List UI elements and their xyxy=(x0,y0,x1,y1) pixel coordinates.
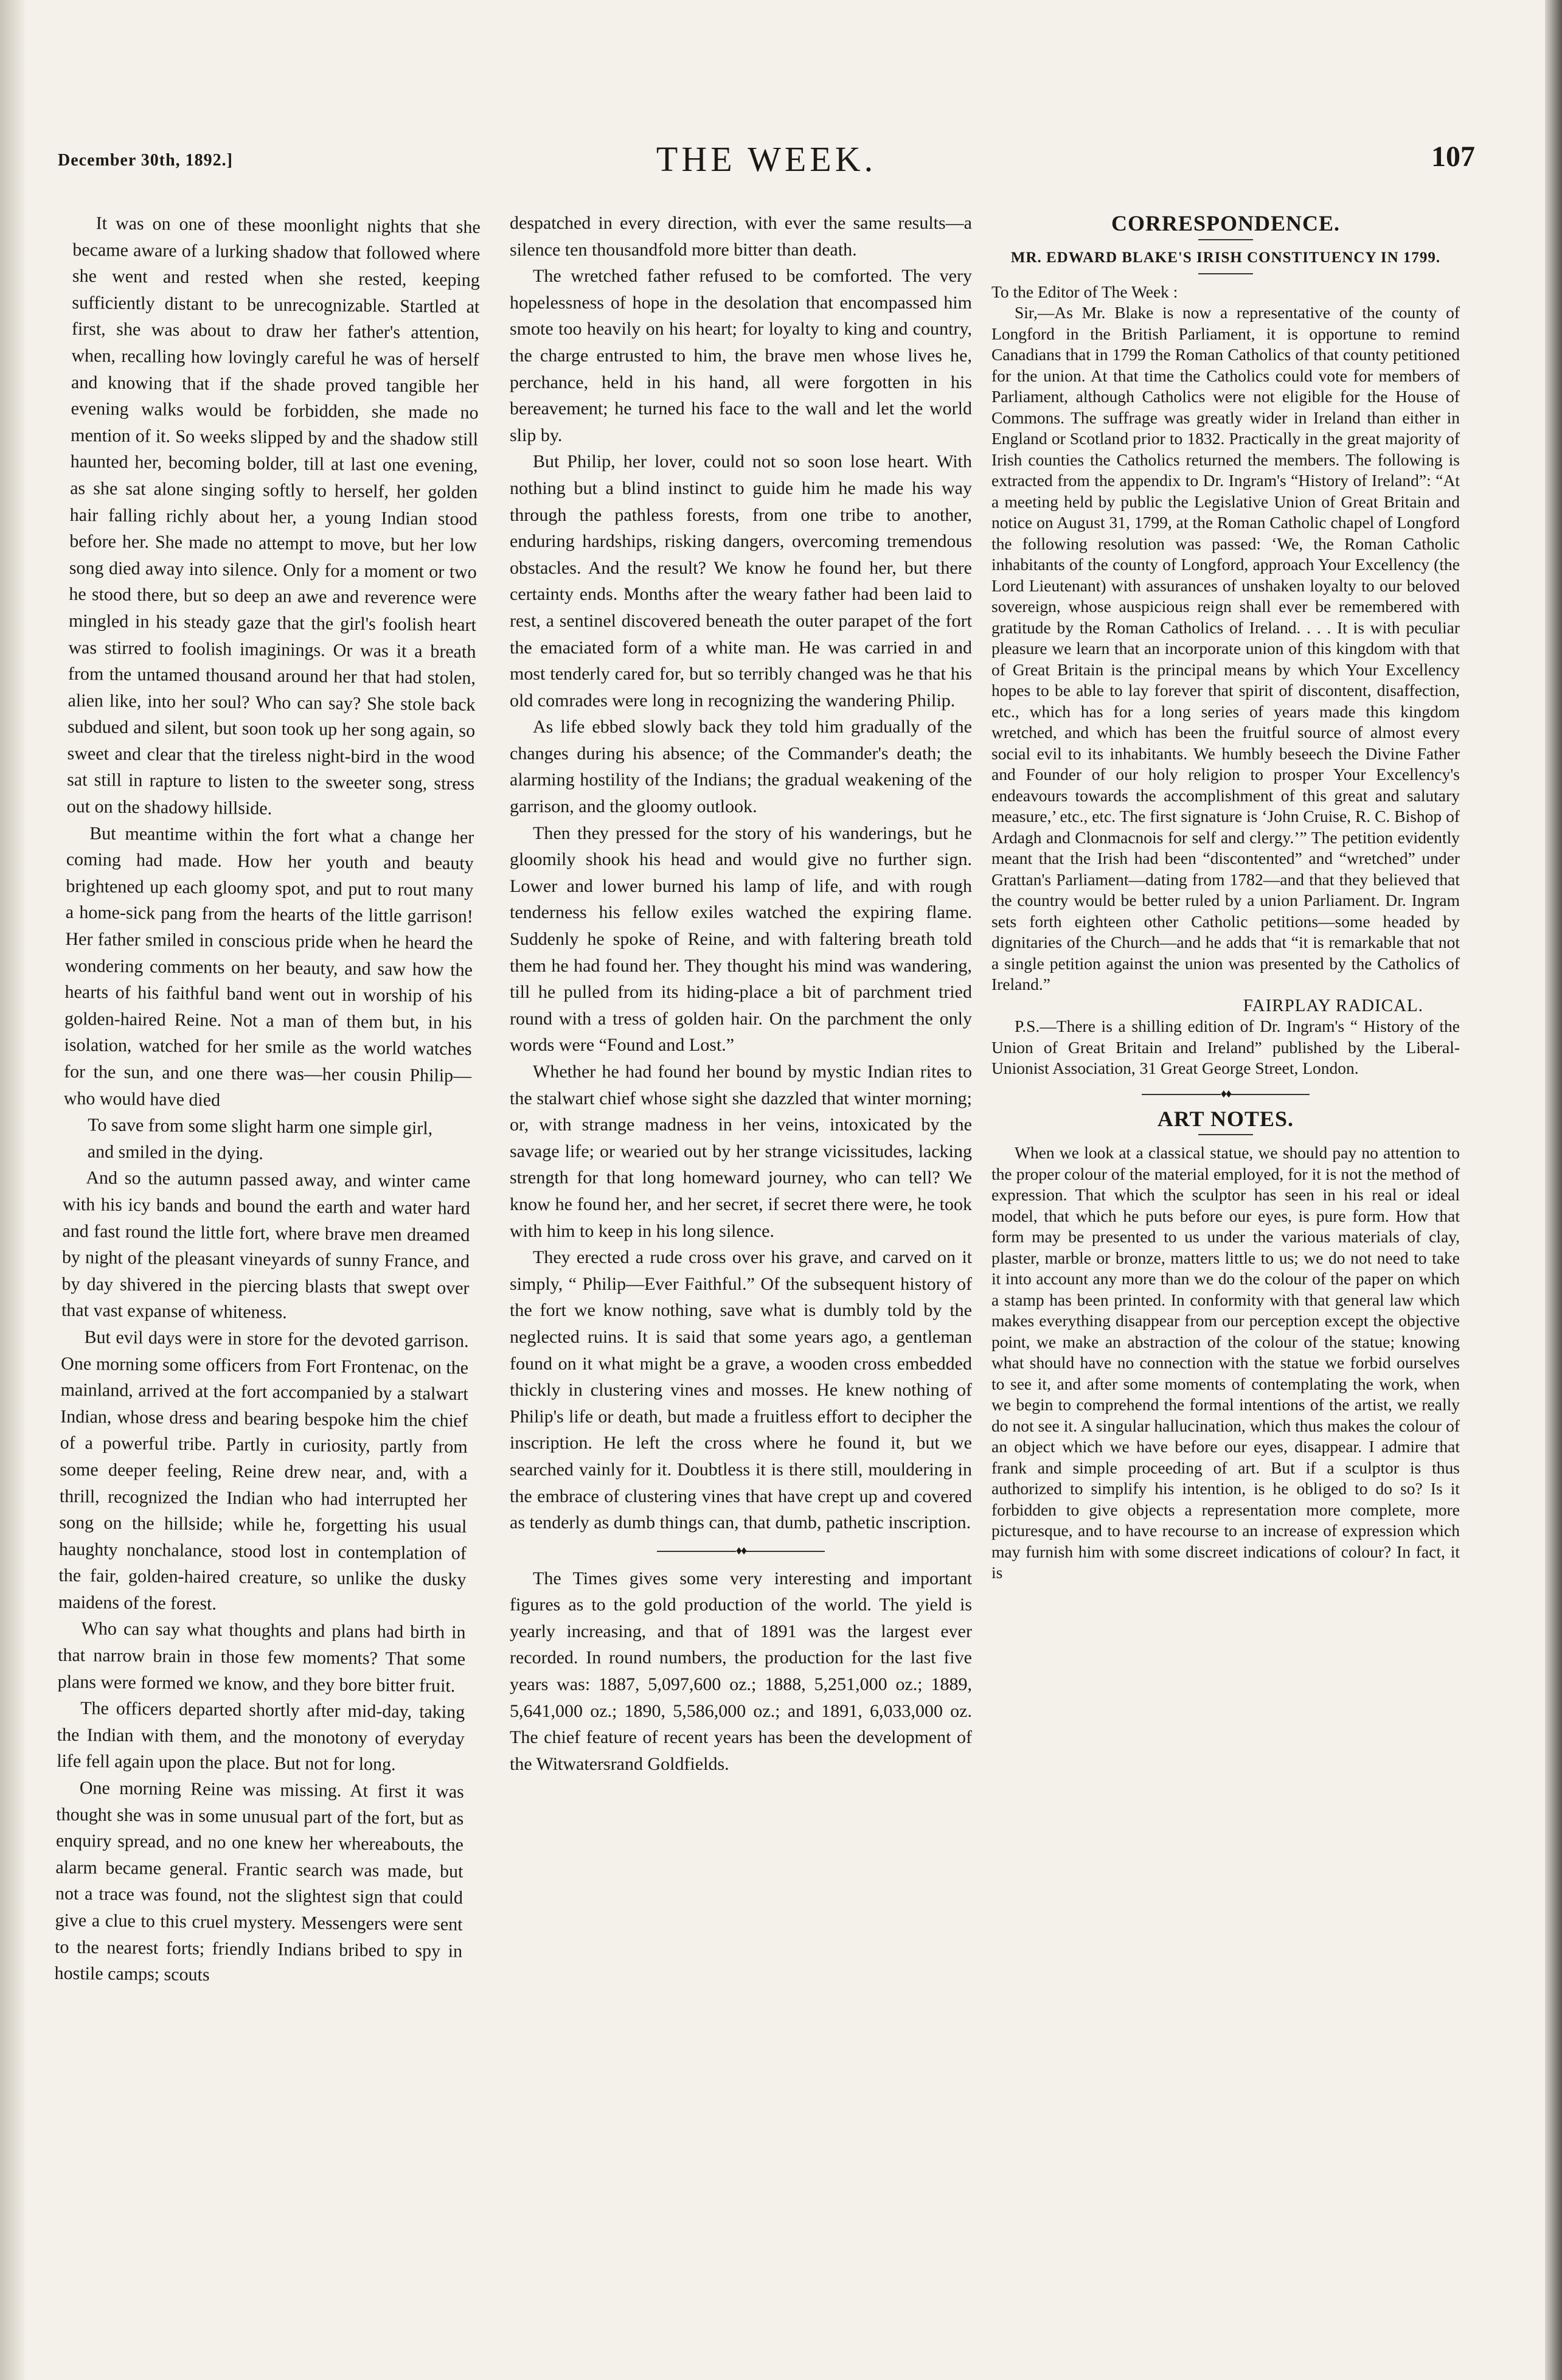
story-paragraph: It was on one of these moonlight nights that she became aware of a lurking shadow that followed where she went and rested when she rested, keeping sufficiently distant to be unrecognizable. Startled at first, she was about to draw her father's attention, when, recalling how lovingly careful he was of herself and knowing that if the shade proved tangible her evening walks would be forbidden, she made no mention of it. So weeks slipped by and the shadow still haunted her, becoming bolder, till at last one evening, as she sat alone singing softly to herself, her golden hair falling richly about her, a young Indian stood before her. She made no attempt to move, but her low song died away into silence. Only for a moment or two he stood there, but so deep an awe and reverence were mingled in his steady gaze that the girl's foolish heart was stirred to foolish imaginings. Or was it a breath from the untamed thousand around her that had stolen, alien like, into her soul? Who can say? She stole back subdued and silent, but soon took up her song again, so sweet and clear that the tireless night-bird in the wood sat still in rapture to listen to the sweeter song, stress out on the shadowy hillside. xyxy=(66,213,481,819)
column-story-part1 xyxy=(54,210,481,1991)
letter-body: Sir,—As Mr. Blake is now a representative of the county of Longford in the British Parliament, it is opportune to remind Canadians that in 1799 the Roman Catholics of that county petitioned for the union. At that time the Catholics could vote for members of Parliament, although Catholics were not eligible for the House of Commons. The suffrage was greatly wider in Ireland than either in England or Scotland prior to 1832. Practically in the great majority of Irish counties the Catholics returned the members. The following is extracted from the appendix to Dr. Ingram's “History of Ireland”: “At a meeting held by public the Legislative Union of Great Britain and notice on August 31, 1799, at the Roman Catholic chapel of Longford the following resolution was passed: ‘We, the Roman Catholic inhabitants of the county of Longford, approach Your Excellency (the Lord Lieutenant) with assurances of unshaken loyalty to our beloved sovereign, whose auspicious reign shall ever be remembered with gratitude by the Roman Catholics of Ireland. . . . It is with peculiar pleasure we learn that an incorporate union of this kingdom with that of Great Britain is the principal means by which Your Excellency hopes to be able to lay forever that spirit of discontent, disaffection, etc., which has for a long series of years made this kingdom wretched, and which has been the fruitful source of almost every social evil to its inhabitants. We humbly beseech the Divine Father and Founder of our holy religion to prosper Your Excellency's endeavours towards the accomplishment of this great and salutary measure,’ etc., etc. The first signature is ‘John Cruise, R. C. Bishop of Ardagh and Clonmacnois for self and clergy.’” The petition evidently meant that the Irish had been “discontented” and “wretched” under Grattan's Parliament—dating from 1782—and that they believed that the country would be better ruled by a union Parliament. Dr. Ingram sets forth eighteen other Catholic petitions—some headed by dignitaries of the Church—and he adds that “it is remarkable that not a single petition against the union was presented by the Catholics of Ireland.” xyxy=(991,303,1460,993)
heading-rule xyxy=(1198,273,1253,274)
story-paragraph: Then they pressed for the story of his wanderings, but he gloomily shook his head and would give no further sign. Lower and lower burned his lamp of life, and with rough tenderness his fellow exiles watched the expiring flame. Suddenly he spoke of Reine, and with faltering breath told them he had found her. They thought his mind was wandering, till he pulled from its hiding-place a bit of parchment tried round with a tress of golden hair. On the parchment the only words were “Found and Lost.” xyxy=(510,823,972,1056)
scan-shadow-left xyxy=(0,0,24,2380)
column-correspondence-art xyxy=(991,213,1460,1584)
story-paragraph: They erected a rude cross over his grave, and carved on it simply, “ Philip—Ever Faithful.” Of the subsequent history of the fort we know nothing, save what is dumbly told by the neglected ruins. It is said that some years ago, a gentleman found on it what might be a grave, a wooden cross embedded thickly in clustering vines and mosses. He knew nothing of Philip's life or death, but made a fruitless effort to decipher the inscription. He left the cross where he found it, but we searched vainly for it. Doubtless it is there still, mouldering in the embrace of clustering vines that have crept up and covered as tenderly as dumb things can, that dumb, pathetic inscription. xyxy=(510,1247,972,1533)
letter-postscript: P.S.—There is a shilling edition of Dr. Ingram's “ History of the Union of Great Britain and Ireland” published by the Liberal-Unionist Association, 31 Great George Street, London. xyxy=(991,1017,1460,1077)
story-paragraph: The wretched father refused to be comforted. The very hopelessness of hope in the desolation that encompassed him smote too heavily on his heart; for loyalty to king and country, the charge entrusted to him, the brave men whose lives he, perchance, held in his hand, all were forgotten in his bereavement; he turned his face to the wall and let the world slip by. xyxy=(510,266,972,445)
page-number: 107 xyxy=(1431,141,1475,173)
art-notes-heading: ART NOTES. xyxy=(1157,1106,1294,1131)
issue-date: December 30th, 1892.] xyxy=(58,151,233,170)
story-paragraph: despatched in every direction, with ever the same results—a silence ten thousandfold more bitter than death. xyxy=(510,213,972,260)
masthead xyxy=(58,139,1475,187)
story-paragraph: As life ebbed slowly back they told him gradually of the changes during his absence; of the Commander's death; the alarming hostility of the Indians; the gradual weakening of the garrison, and the gloomy outlook. xyxy=(510,717,972,817)
section-ornament: ♦♦ xyxy=(991,1088,1460,1100)
verse-line: and smiled in the dying. xyxy=(87,1141,264,1164)
story-paragraph: But Philip, her lover, could not so soon lose heart. With nothing but a blind instinct to guide him he made his way through the pathless forests, from one tribe to another, enduring hardships, risking dangers, overcoming tremendous obstacles. And the result? We know he found her, but there certainty ends. Months after the weary father had been laid to rest, a sentinel discovered beneath the outer parapet of the fort the emaciated form of a white man. He was carried in and most tenderly cared for, but so terribly changed was he that his old comrades were long in recognizing the wandering Philip. xyxy=(510,451,972,711)
section-ornament: ♦♦ xyxy=(510,1545,972,1557)
story-paragraph: But evil days were in store for the devoted garrison. One morning some officers from Fort Frontenac, on the mainland, arrived at the fort accompanied by a stalwart Indian, whose dress and bearing bespoke him the chief of a powerful tribe. Partly in curiosity, partly from some deeper feeling, Reine drew near, and, with a thrill, recognized the Indian who had interrupted her song on the hillside; while he, forgetting his usual haughty nonchalance, stood lost in contemplation of the fair, golden-haired creature, so unlike the dusky maidens of the forest. xyxy=(58,1327,469,1614)
heading-rule xyxy=(1198,1134,1253,1135)
scan-shadow-right xyxy=(1545,0,1562,2380)
story-paragraph: And so the autumn passed away, and winter came with his icy bands and bound the earth and water hard and fast round the little fort, where brave men dreamed by night of the pleasant vineyards of sunny France, and by day shivered in the piercing blasts that swept over that vast expanse of whiteness. xyxy=(61,1167,471,1323)
correspondence-heading: CORRESPONDENCE. xyxy=(1111,211,1341,235)
heading-rule xyxy=(1198,239,1253,240)
story-paragraph: Whether he had found her bound by mystic Indian rites to the stalwart chief whose sight she dazzled that winter morning; or, with strange madness in her veins, intoxicated by the savage life; or wearied out by her strange vicissitudes, lacking strength for that long homeward journey, who can tell? We know he found her, and her secret, if secret there were, he took with him to keep in his long silence. xyxy=(510,1062,972,1241)
verse-line: To save from some slight harm one simple girl, xyxy=(88,1115,433,1139)
story-paragraph: The officers departed shortly after mid-day, taking the Indian with them, and the monotony of everyday life fell again upon the place. But not for long. xyxy=(57,1698,465,1775)
story-paragraph: But meantime within the fort what a change her coming had made. How her youth and beauty brightened up each gloomy spot, and put to rout many a home-sick pang from the hearts of the little garrison! Her father smiled in conscious pride when he heard the wondering comments on her beauty, and saw how the hearts of his faithful band went out in worship of his golden-haired Reine. Not a man of them but, in his isolation, watched for her smile as the world watches for the sun, and one there was—her cousin Philip—who would have died xyxy=(63,823,474,1110)
letter-salutation: To the Editor of The Week : xyxy=(991,282,1178,301)
publication-title: THE WEEK. xyxy=(656,139,877,179)
letter-signature: FAIRPLAY RADICAL. xyxy=(1243,995,1423,1015)
column-story-part2 xyxy=(510,210,972,1777)
story-paragraph: Who can say what thoughts and plans had birth in that narrow brain in those few moments? That some plans were formed we know, and they bore bitter fruit. xyxy=(57,1618,466,1696)
gold-production-paragraph: The Times gives some very interesting and important figures as to the gold production of the world. The yield is yearly increasing, and that of 1891 was the largest ever recorded. In round numbers, the production for the last five years was: 1887, 5,097,600 oz.; 1888, 5,251,000 oz.; 1889, 5,641,000 oz.; 1890, 5,586,000 oz.; and 1891, 6,033,000 oz. The chief feature of recent years has been the development of the Witwatersrand Goldfields. xyxy=(510,1568,972,1774)
art-notes-body: When we look at a classical statue, we should pay no attention to the proper colour of the material employed, for it is not the method of expression. That which the sculptor has seen in his real or ideal model, that which he puts before our eyes, is pure form. How that form may be presented to us under the various materials of clay, plaster, marble or bronze, matters little to us; we do not need to take it into account any more than we do the colour of the paper on which a stamp has been printed. In conformity with that general law which makes everything disappear from our perception except the objective point, we make an abstraction of the colour of the statue; knowing what should have no connection with the statue we forbid ourselves to see it, and after some moments of contemplating the work, when we begin to comprehend the formal intentions of the artist, we really do not see it. A singular hallucination, which thus makes the colour of an object which we have before our eyes, disappear. I admire that frank and simple proceeding of art. But if a sculptor is thus authorized to simplify his intention, is he obliged to do so? Is it forbidden to give objects a representation more complete, more picturesque, and to have recourse to an increase of expression which may furnish him with some discreet indications of colour? In fact, it is xyxy=(991,1143,1460,1582)
letter-heading: MR. EDWARD BLAKE'S IRISH CONSTITUENCY IN 1799. xyxy=(1010,249,1441,266)
story-paragraph: One morning Reine was missing. At first it was thought she was in some unusual part of the fort, but as enquiry spread, and no one knew her whereabouts, the alarm became general. Frantic search was made, but not a trace was found, not the slightest sign that could give a clue to this cruel mystery. Messengers were sent to the nearest forts; friendly Indians bribed to spy in hostile camps; scouts xyxy=(54,1778,464,1985)
